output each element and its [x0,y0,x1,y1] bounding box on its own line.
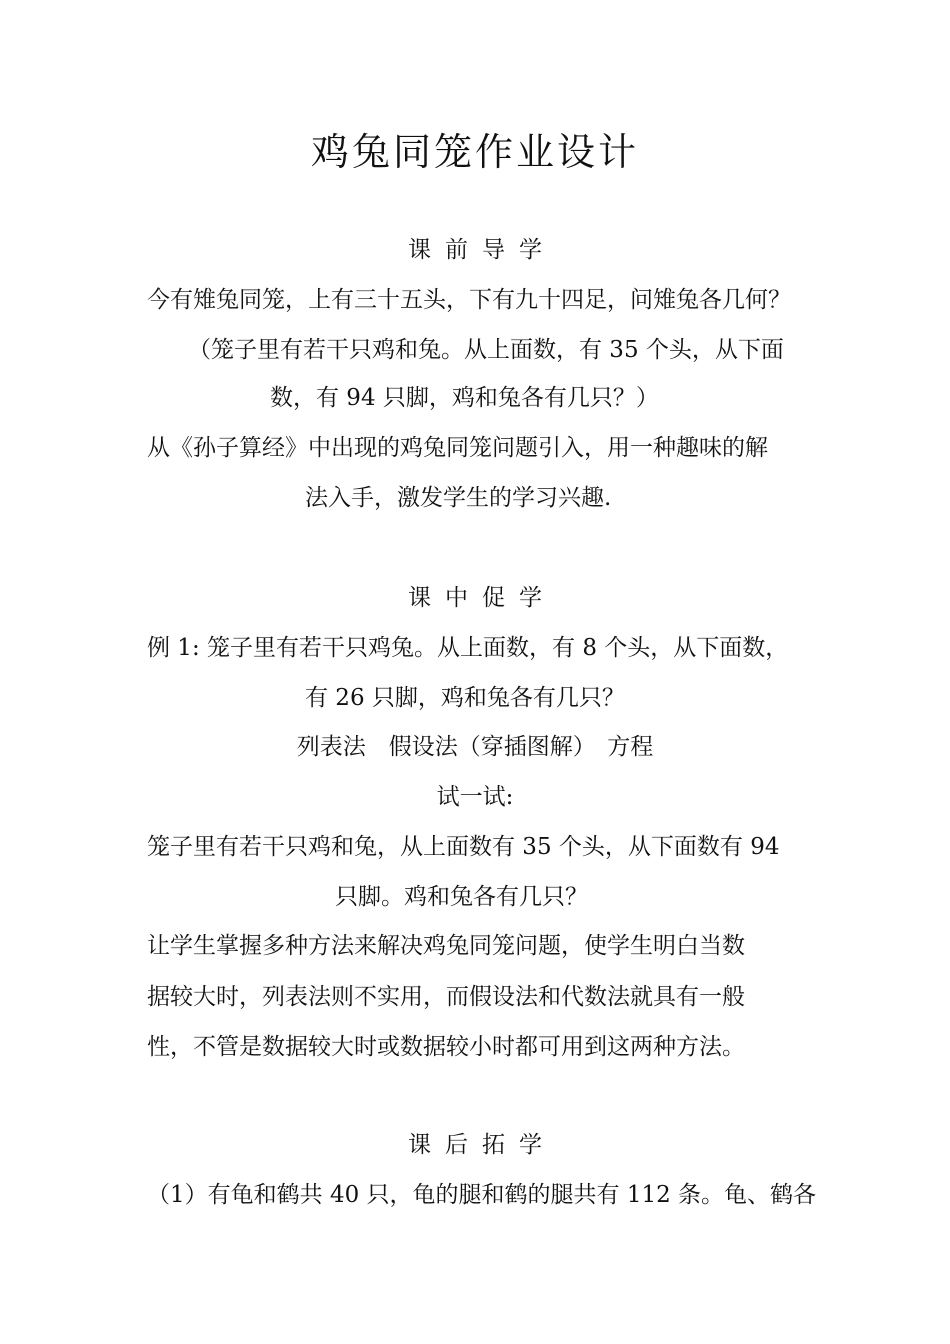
try-label: 试一试: [436,784,514,810]
section-heading-pre-class: 课前导学 [408,237,556,263]
translation-line-1: （笼子里有若干只鸡和兔。从上面数，有 35 个头，从下面 [188,337,784,363]
intent-line-1: 从《孙子算经》中出现的鸡兔同笼问题引入，用一种趣味的解 [147,435,768,461]
intent-line-2: 法入手，激发学生的学习兴趣. [305,485,612,511]
goal-line-1: 让学生掌握多种方法来解决鸡兔同笼问题，使学生明白当数 [147,933,745,959]
goal-line-2: 据较大时，列表法则不实用，而假设法和代数法就具有一般 [147,984,745,1010]
try-line-2: 只脚。鸡和兔各有几只？ [335,884,588,910]
example-line-1: 例 1: 笼子里有若干只鸡兔。从上面数，有 8 个头，从下面数， [147,635,789,661]
try-line-1: 笼子里有若干只鸡和兔，从上面数有 35 个头，从下面数有 94 [147,834,780,860]
example-line-2: 有 26 只脚，鸡和兔各有几只？ [305,685,625,711]
methods-text: 列表法 假设法（穿插图解） 方程 [296,734,654,760]
section-heading-after-class: 课后拓学 [408,1132,556,1158]
document-title: 鸡兔同笼作业设计 [310,130,639,174]
classic-problem-text: 今有雉兔同笼，上有三十五头，下有九十四足，问雉兔各几何？ [147,287,791,313]
translation-line-2: 数，有 94 只脚，鸡和兔各有几只？） [270,385,659,411]
goal-line-3: 性，不管是数据较大时或数据较小时都可用到这两种方法。 [147,1034,745,1060]
homework-problem-1-line-1: （1）有龟和鹤共 40 只，龟的腿和鹤的腿共有 112 条。龟、鹤各 [147,1182,817,1208]
section-heading-in-class: 课中促学 [408,585,556,611]
